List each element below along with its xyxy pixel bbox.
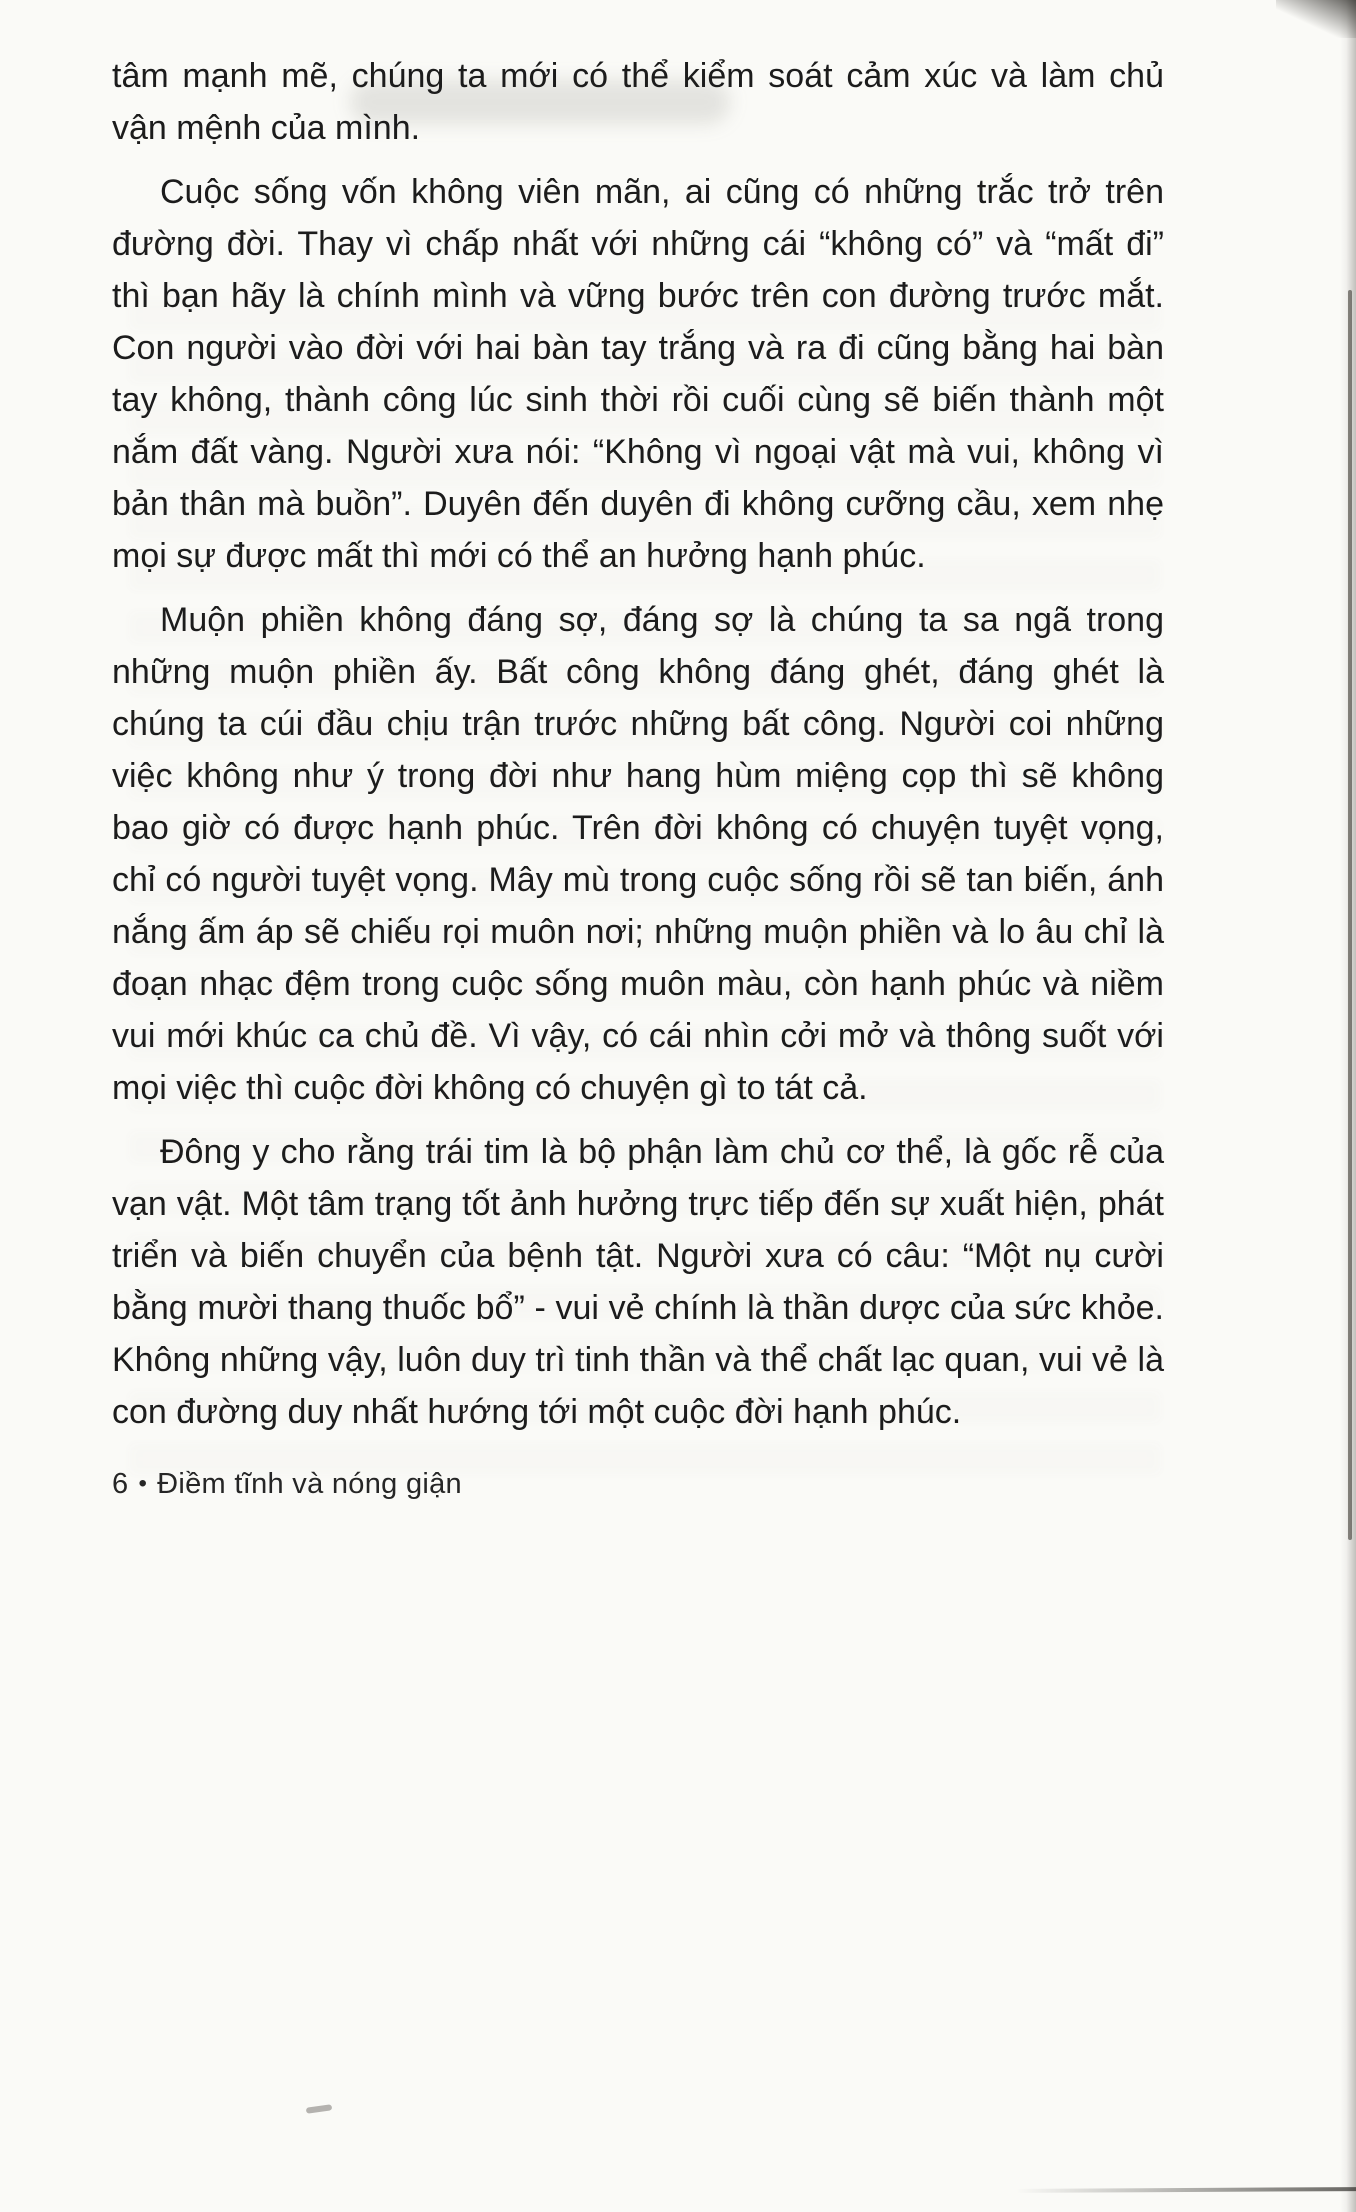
page-edge-line	[1348, 290, 1352, 1540]
paragraph: Cuộc sống vốn không viên mãn, ai cũng có những trắc trở trên đường đời. Thay vì chấp nhất với những cái “không có” và “mất đi” thì bạn hãy là chính mình và vững bước trên con đường trước mắt. Con người vào đời với hai bàn tay trắng và ra đi cũng bằng hai bàn tay không, thành công lúc sinh thời rồi cuối cùng sẽ biến thành một nắm đất vàng. Người xưa nói: “Không vì ngoại vật mà vui, không vì bản thân mà buồn”. Duyên đến duyên đi không cưỡng cầu, xem nhẹ mọi sự được mất thì mới có thể an hưởng hạnh phúc.	[112, 173, 1164, 575]
stray-mark	[306, 2104, 333, 2114]
footer-separator: •	[138, 1470, 148, 1497]
book-title: Điềm tĩnh và nóng giận	[157, 1468, 462, 1500]
page-text-block	[112, 50, 1164, 1450]
scan-bottom-edge	[1016, 2187, 1356, 2193]
paragraph: Muộn phiền không đáng sợ, đáng sợ là chúng ta sa ngã trong những muộn phiền ấy. Bất công không đáng ghét, đáng ghét là chúng ta cúi đầu chịu trận trước những bất công. Người coi những việc không như ý trong đời như hang hùm miệng cọp thì sẽ không bao giờ có được hạnh phúc. Trên đời không có chuyện tuyệt vọng, chỉ có người tuyệt vọng. Mây mù trong cuộc sống rồi sẽ tan biến, ánh nắng ấm áp sẽ chiếu rọi muôn nơi; những muộn phiền và lo âu chỉ là đoạn nhạc đệm trong cuộc sống muôn màu, còn hạnh phúc và niềm vui mới khúc ca chủ đề. Vì vậy, có cái nhìn cởi mở và thông suốt với mọi việc thì cuộc đời không có chuyện gì to tát cả.	[112, 601, 1164, 1107]
page-number: 6	[112, 1468, 129, 1500]
paragraph-continuation: tâm mạnh mẽ, chúng ta mới có thể kiểm soát cảm xúc và làm chủ vận mệnh của mình.	[112, 57, 1164, 147]
scan-corner-mark	[1276, 0, 1356, 38]
paragraph: Đông y cho rằng trái tim là bộ phận làm chủ cơ thể, là gốc rễ của vạn vật. Một tâm trạng tốt ảnh hưởng trực tiếp đến sự xuất hiện, phát triển và biến chuyển của bệnh tật. Người xưa có câu: “Một nụ cười bằng mười thang thuốc bổ” - vui vẻ chính là thần dược của sức khỏe. Không những vậy, luôn duy trì tinh thần và thể chất lạc quan, vui vẻ là con đường duy nhất hướng tới một cuộc đời hạnh phúc.	[112, 1133, 1164, 1431]
page-edge-shadow	[1340, 0, 1356, 2212]
page-footer	[112, 1468, 462, 1501]
